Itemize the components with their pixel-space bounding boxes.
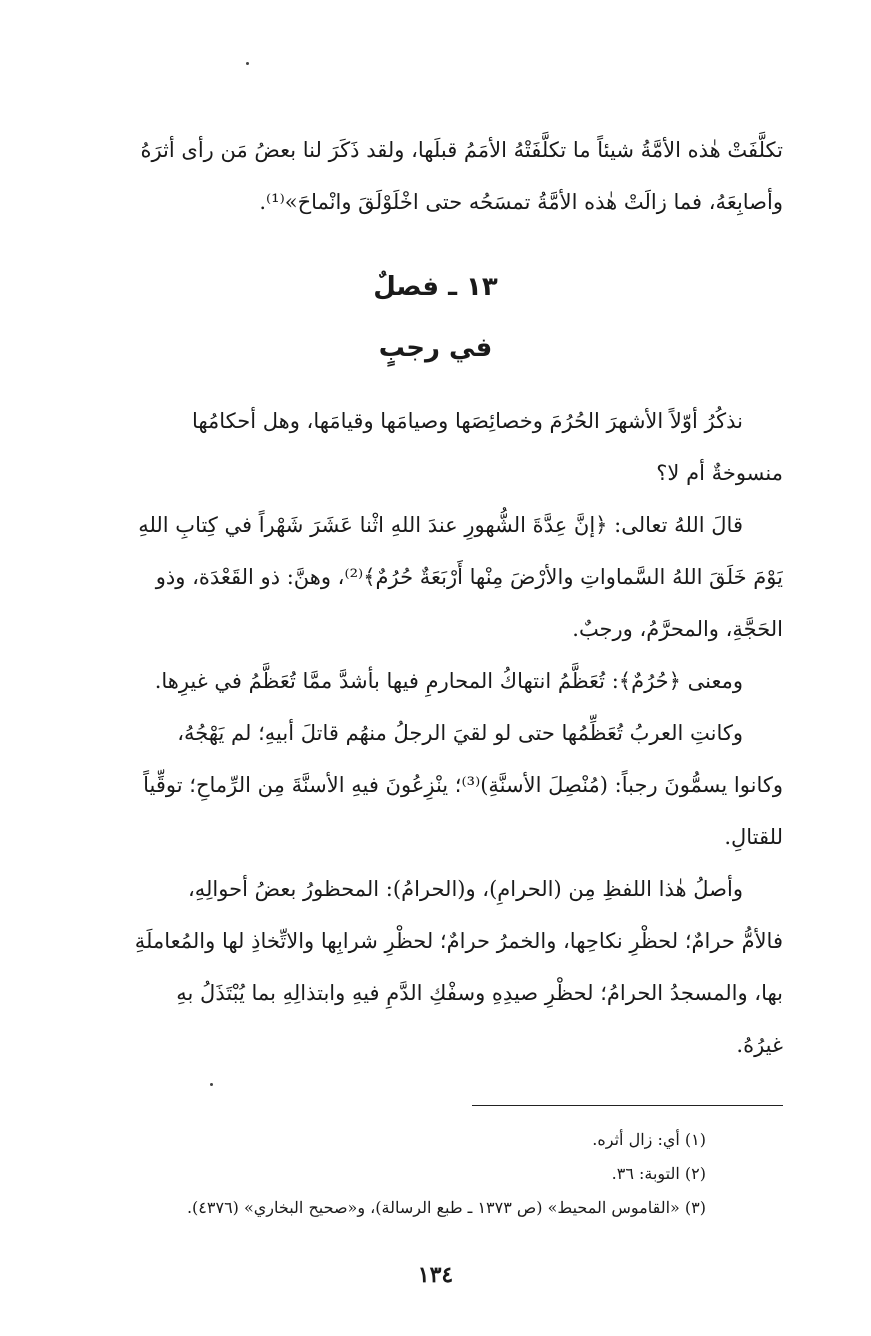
paragraph-line: للقتالِ. [724, 825, 783, 849]
print-speck [210, 1083, 213, 1086]
main-text [83, 395, 783, 1071]
intro-text [83, 124, 783, 228]
section-subtitle: في رجبٍ [378, 333, 493, 363]
print-speck [246, 62, 249, 65]
paragraph-line: فالأمُّ حرامٌ؛ لحظْرِ نكاحِها، والخمرُ حرامٌ؛ لحظْرِ شرابِها والاتِّخاذِ لها والمُعاملَةِ [134, 929, 783, 953]
paragraph-line: وكانوا يسمُّونَ رجباً: (مُنْصِلَ الأسنَّةِ)⁽³⁾؛ ينْزِعُونَ فيهِ الأسنَّةَ مِن الرِّماحِ؛ توقِّياً [143, 773, 783, 797]
page-number: ١٣٤ [417, 1262, 454, 1288]
paragraph [83, 707, 783, 863]
paragraph-line: غيرُهُ. [736, 1033, 783, 1057]
footnote-separator [472, 1105, 783, 1106]
paragraph [83, 499, 783, 655]
footnote: (٢) التوبة: ٣٦. [611, 1164, 706, 1183]
paragraph [83, 395, 783, 499]
paragraph-line: نذكُرُ أوّلاً الأشهرَ الحُرُمَ وخصائِصَها وصيامَها وقيامَها، وهل أحكامُها [191, 409, 743, 433]
paragraph-line: منسوخةٌ أم لا؟ [656, 461, 783, 485]
paragraph-line: الحَجَّةِ، والمحرَّمُ، ورجبٌ. [572, 617, 783, 641]
paragraph-line: وأصلُ هٰذا اللفظِ مِن (الحرامِ)، و(الحرامُ): المحظورُ بعضُ أحوالِهِ، [188, 877, 743, 901]
section-number-title: ١٣ ـ فصلٌ [373, 272, 498, 302]
paragraph-line: وكانتِ العربُ تُعَظِّمُها حتى لو لقيَ الرجلُ منهُم قاتلَ أبيهِ؛ لم يَهْجُهُ، [177, 721, 743, 745]
footnote: (٣) «القاموس المحيط» (ص ١٣٧٣ ـ طبع الرسالة)، و«صحيح البخاري» (٤٣٧٦). [186, 1198, 706, 1217]
paragraph [83, 655, 783, 707]
intro-line: تكلَّفَتْ هٰذه الأمَّةُ شيئاً ما تكلَّفَتْهُ الأمَمُ قبلَها، ولقد ذَكَرَ لنا بعضُ مَن رأى أثرَهُ [140, 138, 783, 162]
footnotes [86, 1123, 706, 1225]
footnote: (١) أي: زال أثره. [592, 1130, 706, 1149]
paragraph-line: يَوْمَ خَلَقَ اللهُ السَّماواتِ والأرْضَ مِنْها أَرْبَعَةٌ حُرُمٌ﴾⁽²⁾، وهنَّ: ذو القَعْدَة، وذو [155, 565, 783, 589]
paragraph-line: قالَ اللهُ تعالى: ﴿إنَّ عِدَّةَ الشُّهورِ عندَ اللهِ اثْنا عَشَرَ شَهْراً في كِتابِ اللهِ [138, 513, 743, 537]
paragraph-line: بها، والمسجدُ الحرامُ؛ لحظْرِ صيدِهِ وسفْكِ الدَّمِ فيهِ وابتذالِهِ بما يُبْتَذَلُ بهِ [176, 981, 783, 1005]
paragraph-line: ومعنى ﴿حُرُمٌ﴾: تُعَظَّمُ انتهاكُ المحارمِ فيها بأشدَّ ممَّا تُعَظَّمُ في غيرِها. [154, 669, 743, 693]
intro-line: وأصابِعَهُ، فما زالَتْ هٰذه الأمَّةُ تمسَحُه حتى اخْلَوْلَقَ وانْماحَ»⁽¹⁾. [259, 190, 783, 214]
paragraph [83, 863, 783, 1071]
